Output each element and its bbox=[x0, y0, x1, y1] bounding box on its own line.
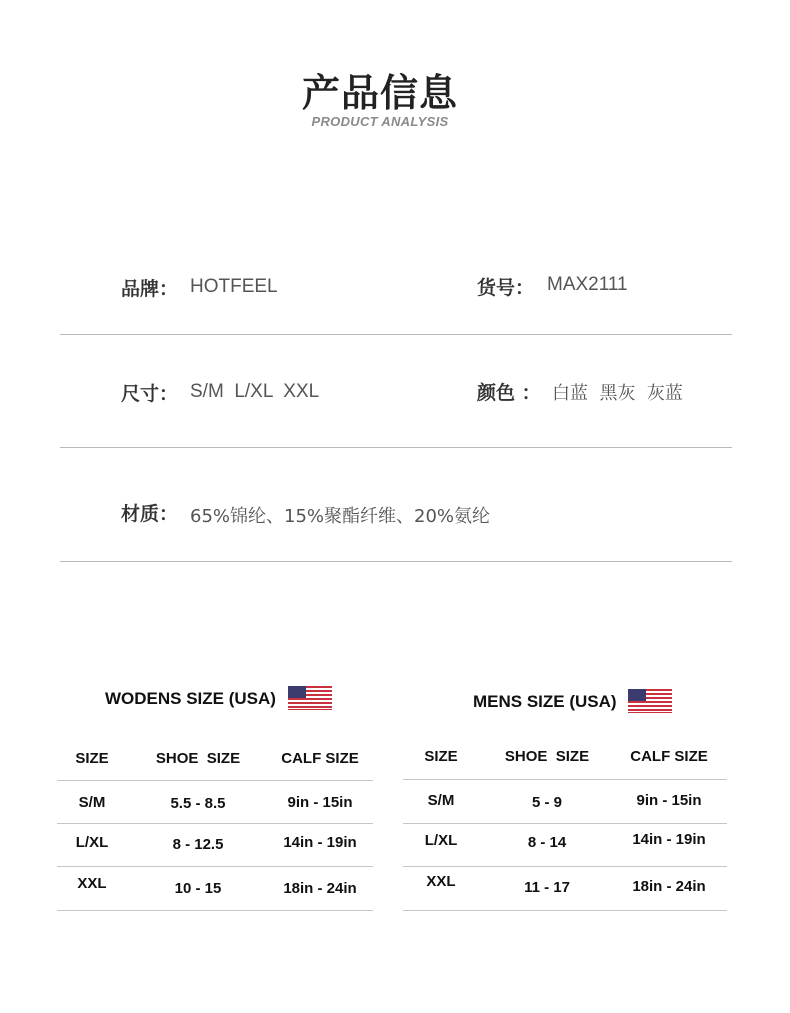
table-cell: 18in - 24in bbox=[632, 878, 706, 895]
table-divider bbox=[57, 866, 373, 867]
material-value: 65%锦纶、15%聚酯纤维、20%氨纶 bbox=[190, 506, 491, 527]
table-cell: 5.5 - 8.5 bbox=[170, 795, 226, 812]
table-header: SIZE bbox=[424, 748, 458, 765]
brand-label: 品牌： bbox=[121, 278, 179, 300]
page-subtitle: PRODUCT ANALYSIS bbox=[311, 114, 449, 129]
material-label: 材质： bbox=[121, 503, 179, 525]
table-divider bbox=[403, 779, 727, 780]
table-divider bbox=[403, 866, 727, 867]
table-divider bbox=[403, 823, 727, 824]
table-header: SHOE SIZE bbox=[504, 748, 590, 765]
table-cell: 18in - 24in bbox=[283, 880, 357, 897]
divider bbox=[60, 447, 732, 448]
size-label: 尺寸： bbox=[121, 383, 179, 405]
table-cell: S/M bbox=[427, 792, 455, 809]
table-divider bbox=[57, 910, 373, 911]
table-cell: L/XL bbox=[424, 832, 458, 849]
sku-value: MAX2111 bbox=[547, 274, 628, 295]
table-cell: 9in - 15in bbox=[636, 792, 702, 809]
table-header: SHOE SIZE bbox=[155, 750, 241, 767]
page-title: 产品信息 bbox=[301, 71, 458, 115]
table-divider bbox=[57, 823, 373, 824]
table-header: CALF SIZE bbox=[630, 748, 708, 765]
table-cell: S/M bbox=[78, 794, 106, 811]
us-flag-icon bbox=[288, 686, 332, 710]
color-label: 颜色 ： bbox=[477, 382, 541, 404]
table-cell: L/XL bbox=[75, 834, 109, 851]
table-cell: 8 - 14 bbox=[527, 834, 567, 851]
table-cell: 5 - 9 bbox=[531, 794, 562, 811]
womens-size-title: WODENS SIZE (USA) bbox=[105, 689, 276, 708]
brand-value: HOTFEEL bbox=[190, 276, 278, 297]
table-header: SIZE bbox=[75, 750, 109, 767]
table-cell: 14in - 19in bbox=[283, 834, 357, 851]
table-cell: XXL bbox=[77, 875, 107, 892]
table-divider bbox=[57, 780, 373, 781]
table-cell: 10 - 15 bbox=[174, 880, 222, 897]
color-value: 白蓝 黑灰 灰蓝 bbox=[552, 383, 683, 404]
size-value: S/M L/XL XXL bbox=[190, 381, 320, 402]
table-header: CALF SIZE bbox=[281, 750, 359, 767]
table-cell: 8 - 12.5 bbox=[172, 836, 224, 853]
sku-label: 货号： bbox=[477, 277, 535, 299]
table-cell: XXL bbox=[426, 873, 456, 890]
divider bbox=[60, 561, 732, 562]
divider bbox=[60, 334, 732, 335]
us-flag-icon bbox=[628, 689, 672, 713]
table-cell: 9in - 15in bbox=[287, 794, 353, 811]
mens-size-title: MENS SIZE (USA) bbox=[473, 692, 617, 711]
table-divider bbox=[403, 910, 727, 911]
table-cell: 11 - 17 bbox=[524, 879, 570, 896]
table-cell: 14in - 19in bbox=[632, 831, 706, 848]
